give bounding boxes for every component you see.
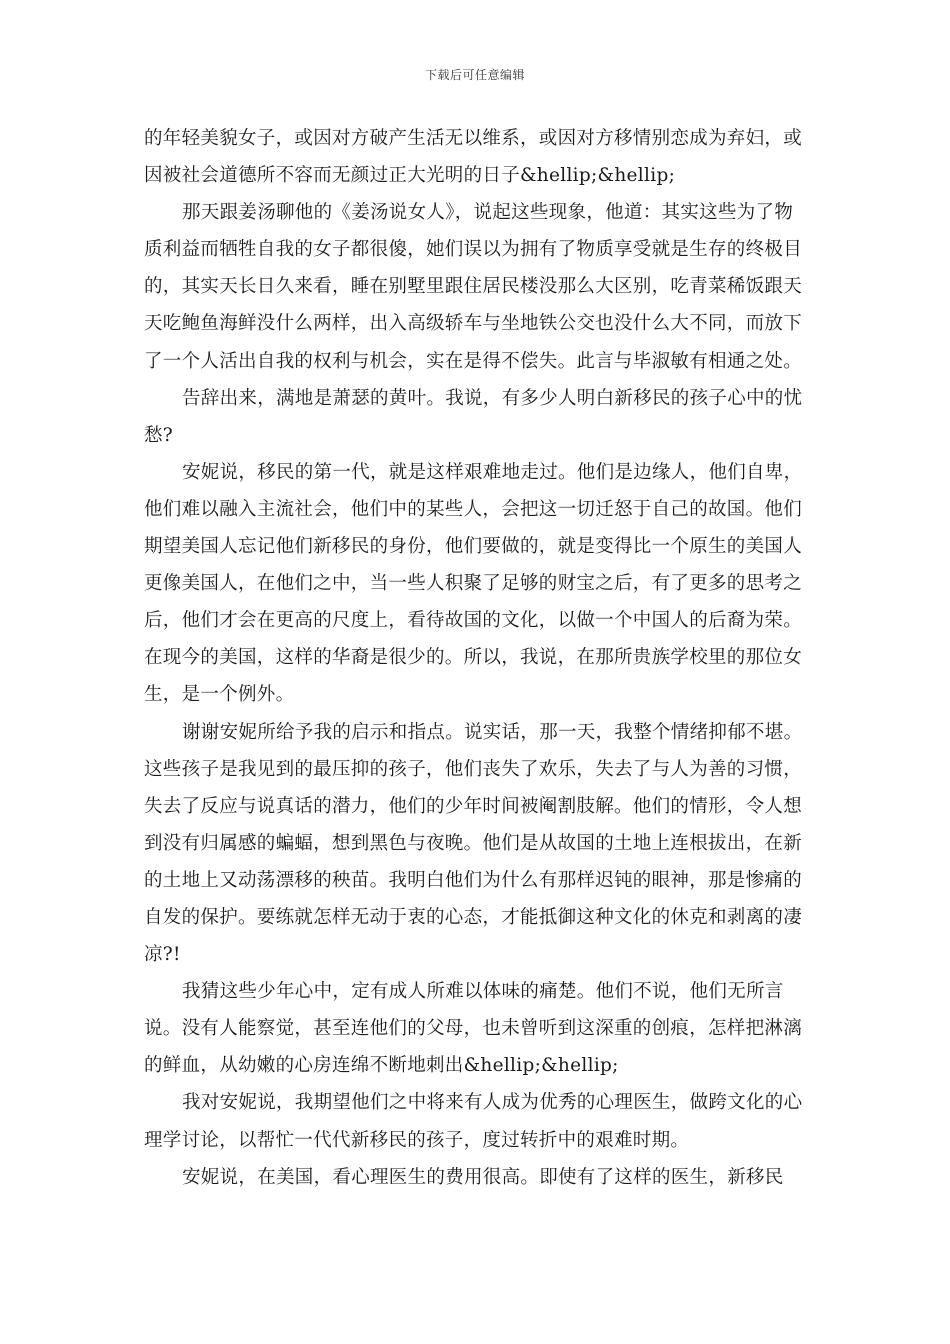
paragraph: 我对安妮说，我期望他们之中将来有人成为优秀的心理医生，做跨文化的心理学讨论，以帮忙一代代新移民的孩子，度过转折中的艰难时期。 [144, 1092, 803, 1151]
paragraph: 谢谢安妮所给予我的启示和指点。说实话，那一天，我整个情绪抑郁不堪。这些孩子是我见到的最压抑的孩子，他们丧失了欢乐，失去了与人为善的习惯，失去了反应与说真话的潜力，他们的少年时间被阉割肢解。他们的情形，令人想到没有归属感的蝙蝠，想到黑色与夜晚。他们是从故国的土地上连根拔出，在新的土地上又动荡漂移的秧苗。我明白他们为什么有那样迟钝的眼神，那是惨痛的自发的保护。要练就怎样无动于衷的心态，才能抵御这种文化的休克和剥离的凄凉?! [144, 721, 803, 966]
paragraph: 我猜这些少年心中，定有成人所难以体味的痛楚。他们不说，他们无所言说。没有人能察觉，甚至连他们的父母，也未曾听到这深重的创痕，怎样把淋漓的鲜血，从幼嫩的心房连绵不断地刺出&hellip;&hellip; [144, 981, 803, 1077]
article-body [144, 120, 808, 1196]
page-header: 下载后可任意编辑 [424, 68, 525, 82]
paragraph: 安妮说，在美国，看心理医生的费用很高。即使有了这样的医生，新移民 [182, 1166, 784, 1188]
paragraph: 那天跟姜汤聊他的《姜汤说女人》，说起这些现象，他道：其实这些为了物质利益而牺牲自我的女子都很傻，她们误以为拥有了物质享受就是生存的终极目的，其实天长日久来看，睡在别墅里跟住居民楼没那么大区别，吃青菜稀饭跟天天吃鲍鱼海鲜没什么两样，出入高级轿车与坐地铁公交也没什么大不同，而放下了一个人活出自我的权利与机会，实在是得不偿失。此言与毕淑敏有相通之处。 [144, 202, 803, 372]
paragraph: 安妮说，移民的第一代，就是这样艰难地走过。他们是边缘人，他们自卑，他们难以融入主流社会，他们中的某些人，会把这一切迁怒于自己的故国。他们期望美国人忘记他们新移民的身份，他们要做的，就是变得比一个原生的美国人更像美国人，在他们之中，当一些人积聚了足够的财宝之后，有了更多的思考之后，他们才会在更高的尺度上，看待故国的文化，以做一个中国人的后裔为荣。在现今的美国，这样的华裔是很少的。所以，我说，在那所贵族学校里的那位女生，是一个例外。 [144, 461, 803, 706]
paragraph: 告辞出来，满地是萧瑟的黄叶。我说，有多少人明白新移民的孩子心中的忧愁? [144, 387, 803, 446]
paragraph: 的年轻美貌女子，或因对方破产生活无以维系，或因对方移情别恋成为弃妇，或因被社会道德所不容而无颜过正大光明的日子&hellip;&hellip; [144, 128, 803, 187]
